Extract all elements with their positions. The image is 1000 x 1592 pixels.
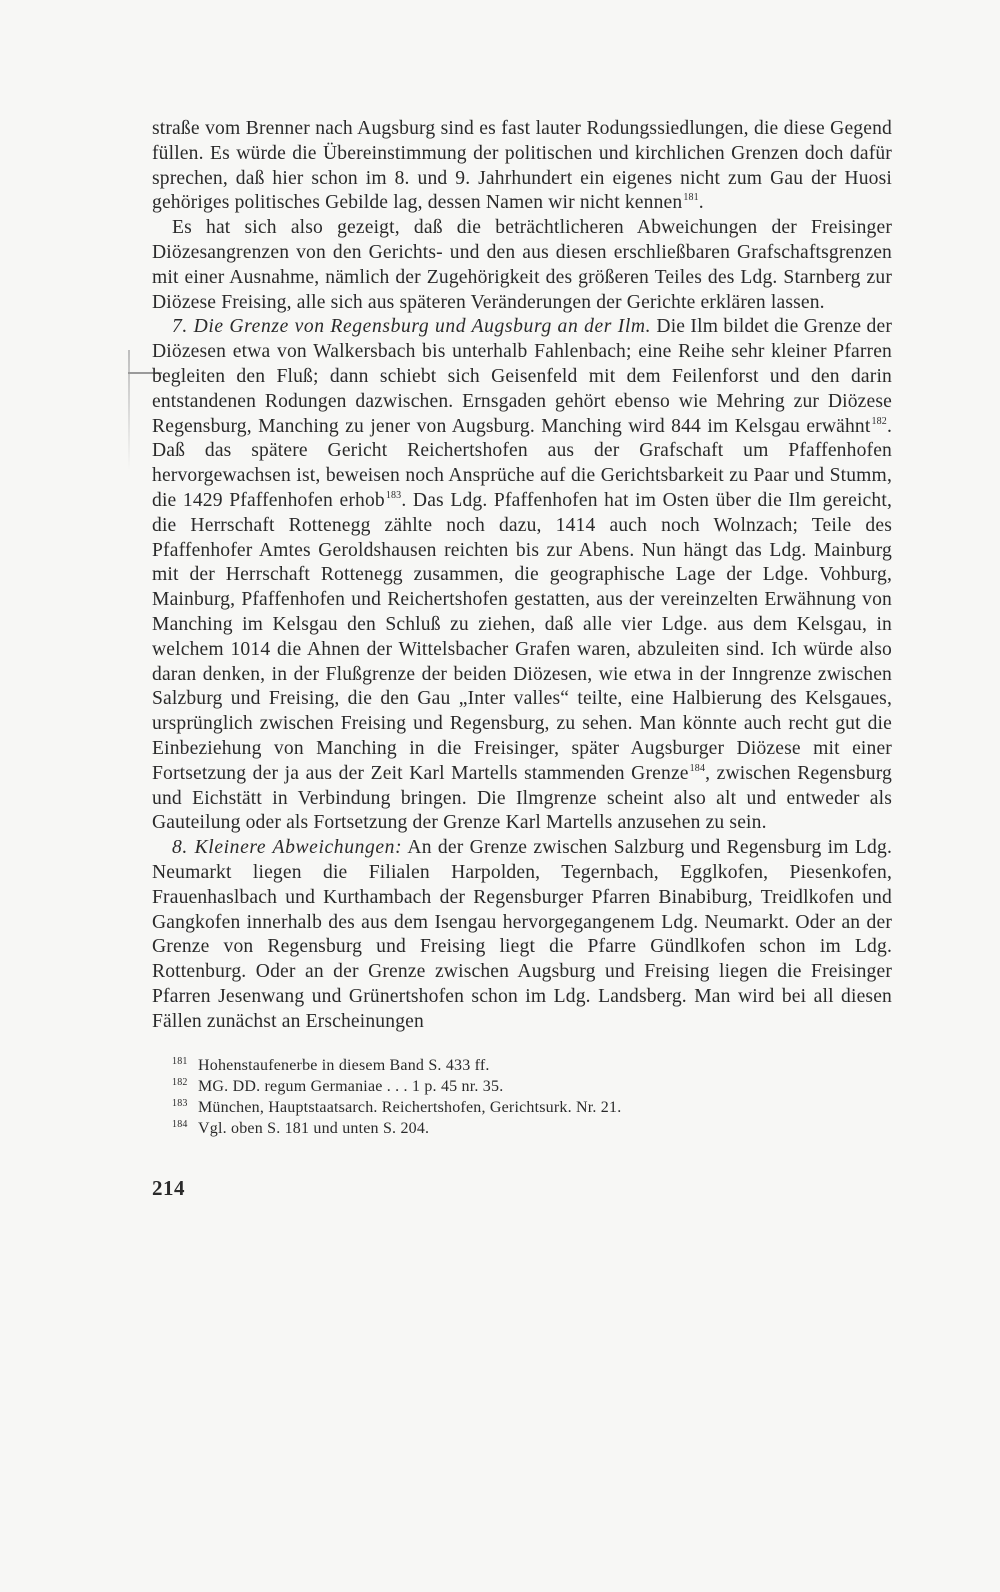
footnote-reference: 183	[385, 489, 402, 501]
paragraph	[152, 315, 892, 836]
section-heading: 8. Kleinere Abweichungen:	[172, 837, 403, 859]
footnote: 181 Hohenstaufenerbe in diesem Band S. 433 ff.	[172, 1056, 490, 1075]
footnote-text: München, Hauptstaatsarch. Reichertshofen, Gerichtsurk. Nr. 21.	[198, 1099, 622, 1117]
paragraph-text: An der Grenze zwischen Salzburg und Regensburg im Ldg. Neumarkt liegen die Filialen Harpolden, Tegernbach, Egglkofen, Piesenkofen, Frauenhaslbach und Kurthambach der Regensburger Pfarren Binabiburg, Treidlkofen und Gangkofen innerhalb des aus dem Isengau hervorgegangenem Ldg. Neumarkt. Oder an der Grenze von Regensburg und Freising liegt die Pfarre Gündlkofen schon im Ldg. Rottenburg. Oder an der Grenze zwischen Augsburg und Freising liegen die Freisinger Pfarren Jesenwang und Grünertshofen schon im Ldg. Landsberg. Man wird bei all diesen Fällen zunächst an Erscheinungen	[152, 837, 892, 1032]
paragraph	[152, 216, 892, 315]
footnote-text: Hohenstaufenerbe in diesem Band S. 433 ff.	[198, 1057, 490, 1075]
paragraph-text: straße vom Brenner nach Augsburg sind es fast lauter Rodungssiedlungen, die diese Gegend füllen. Es würde die Übereinstimmung der politischen und kirchlichen Grenzen doch dafür sprechen, daß hier schon im 8. und 9. Jahrhundert ein eigenes nicht zum Gau der Huosi gehöriges politisches Gebilde lag, dessen Namen wir nicht kennen	[152, 118, 892, 214]
body-text	[152, 117, 892, 1034]
book-page	[152, 117, 892, 1201]
footnote-reference: 184	[689, 762, 706, 774]
paragraph	[152, 836, 892, 1034]
paragraph-text: . Das Ldg. Pfaffenhofen hat im Osten über die Ilm gereicht, die Herrschaft Rottenegg zählte noch dazu, 1414 auch noch Wolnzach; Teile des Pfaffenhofer Amtes Geroldshausen reichten bis zur Abens. Nun hängt das Ldg. Mainburg mit der Herrschaft Rottenegg zusammen, die geographische Lage der Ldge. Vohburg, Mainburg, Pfaffenhofen und Reichertshofen gestatten, aus der vereinzelten Erwähnung von Manching im Kelsgau den Schluß zu ziehen, daß alle vier Ldge. aus dem Kelsgau, in welchem 1014 die Ahnen der Wittelsbacher Grafen waren, abzuleiten sind. Ich würde also daran denken, in der Flußgrenze der beiden Diözesen, wie etwa in der Inngrenze zwischen Salzburg und Freising, die den Gau „Inter valles“ teilte, eine Halbierung des Kelsgaues, ursprünglich zwischen Freising und Regensburg, zu sehen. Man könnte auch recht gut die Einbeziehung von Manching in die Freisinger, später Augsburger Diözese mit einer Fortsetzung der ja aus der Zeit Karl Martells stammenden Grenze	[152, 489, 892, 784]
paragraph-text: , zwischen Regensburg und Eichstätt in Verbindung bringen. Die Ilmgrenze scheint also alt und entweder als Gauteilung oder als Fortsetzung der Grenze Karl Martells anzusehen zu sein.	[152, 762, 892, 834]
paragraph	[152, 117, 892, 216]
paragraph-text: Die Ilm bildet die Grenze der Diözesen etwa von Walkersbach bis unterhalb Fahlenbach; eine Reihe sehr kleiner Pfarren begleiten den Fluß; dann schiebt sich Geisenfeld mit dem Feilenforst und den darin entstandenen Rodungen dazwischen. Ernsgaden gehört ebenso wie Mehring zur Diözese Regensburg, Manching zu jener von Augsburg. Manching wird 844 im Kelsgau erwähnt	[152, 316, 893, 437]
section-heading: 7. Die Grenze von Regensburg und Augsburg an der Ilm.	[172, 316, 652, 338]
scan-margin-mark	[128, 350, 130, 470]
footnote-text: Vgl. oben S. 181 und unten S. 204.	[198, 1119, 430, 1137]
paragraph-text: . Daß das spätere Gericht Reichertshofen aus der Grafschaft um Pfaffenhofen hervorgewachsen ist, beweisen noch Ansprüche auf die Gerichtsbarkeit zu Paar und Stumm, die 1429 Pfaffenhofen erhob	[152, 415, 892, 511]
footnote: 183 München, Hauptstaatsarch. Reichertshofen, Gerichtsurk. Nr. 21.	[172, 1098, 622, 1117]
footnote: 182 MG. DD. regum Germaniae . . . 1 p. 45 nr. 35.	[172, 1077, 504, 1096]
paragraph-text: .	[698, 192, 704, 214]
paragraph-text: Es hat sich also gezeigt, daß die beträchtlicheren Abweichungen der Freisinger Diözesangrenzen von den Gerichts- und den aus diesen erschließbaren Grafschaftsgrenzen mit einer Ausnahme, nämlich der Zugehörigkeit des größeren Teiles des Ldg. Starnberg zur Diözese Freising, alle sich aus späteren Veränderungen der Gerichte erklären lassen.	[152, 217, 892, 313]
footnote-reference: 181	[683, 192, 699, 204]
footnote-reference: 182	[871, 415, 887, 427]
footnote: 184 Vgl. oben S. 181 und unten S. 204.	[172, 1118, 430, 1137]
footnote-text: MG. DD. regum Germaniae . . . 1 p. 45 nr. 35.	[198, 1078, 504, 1096]
page-number: 214	[152, 1175, 185, 1200]
footnotes	[152, 1056, 892, 1139]
